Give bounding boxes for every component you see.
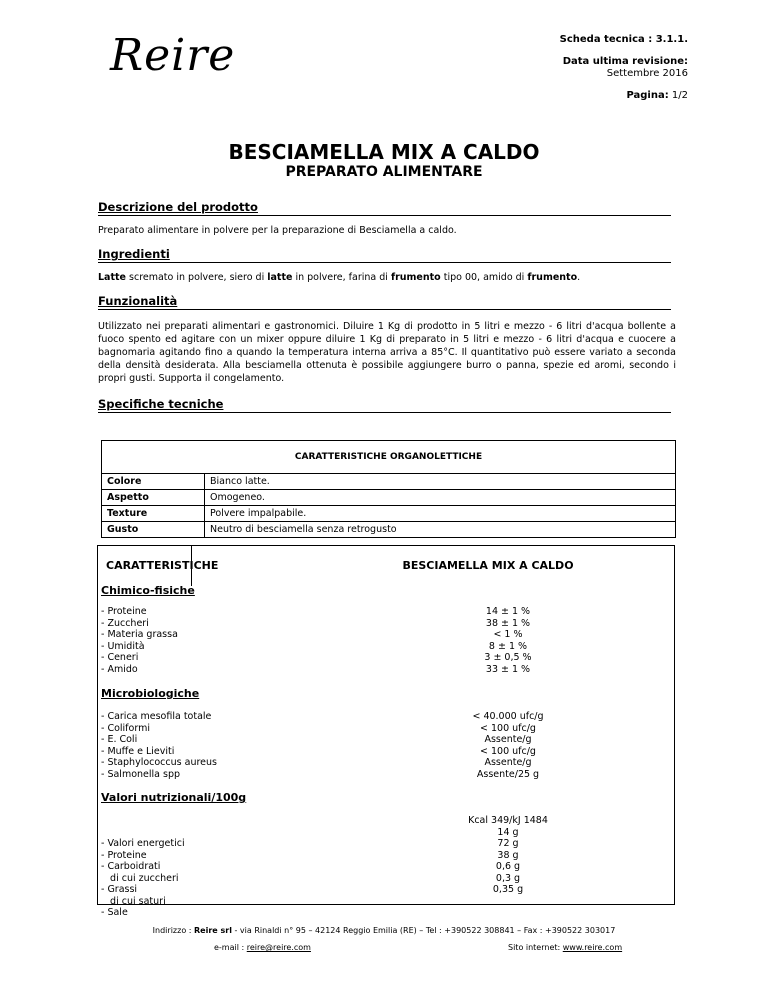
table-row: Texture Polvere impalpabile. bbox=[102, 506, 676, 522]
footer-address: Indirizzo : Reire srl - via Rinaldi n° 95 – 42124 Reggio Emilia (RE) – Tel : +390522 308841 – Fax : +390522 303017 bbox=[152, 926, 616, 935]
table-row: Aspetto Omogeneo. bbox=[102, 490, 676, 506]
descrizione-text: Preparato alimentare in polvere per la preparazione di Besciamella a caldo. bbox=[98, 225, 457, 236]
nutri-items: - Valori energetici - Proteine - Carboidrati di cui zuccheri - Grassi di cui saturi - Sale bbox=[101, 838, 185, 918]
chimico-values: 14 ± 1 % 38 ± 1 % < 1 % 8 ± 1 % 3 ± 0,5 % 33 ± 1 % bbox=[484, 606, 532, 675]
section-ingredienti: Ingredienti bbox=[98, 247, 671, 263]
document-title: BESCIAMELLA MIX A CALDO bbox=[228, 140, 540, 164]
email-link[interactable]: reire@reire.com bbox=[246, 943, 311, 952]
group-chimico-fisiche: Chimico-fisiche bbox=[101, 584, 195, 597]
revision-label: Data ultima revisione: bbox=[562, 56, 688, 67]
organolettiche-heading: CARATTERISTICHE ORGANOLETTICHE bbox=[102, 441, 676, 474]
micro-items: - Carica mesofila totale - Coliformi - E. Coli - Muffe e Lieviti - Staphylococcus aureus - Salmonella spp bbox=[101, 711, 217, 780]
section-funzionalita: Funzionalità bbox=[98, 294, 671, 310]
organolettiche-table bbox=[101, 440, 676, 538]
scheda-tecnica: Scheda tecnica : 3.1.1. bbox=[559, 34, 688, 45]
col-caratteristiche: CARATTERISTICHE bbox=[106, 559, 219, 572]
nutri-values: Kcal 349/kJ 1484 14 g 72 g 38 g 0,6 g 0,3 g 0,35 g bbox=[468, 815, 548, 895]
section-specifiche: Specifiche tecniche bbox=[98, 397, 671, 413]
section-descrizione: Descrizione del prodotto bbox=[98, 200, 671, 216]
table-row: Gusto Neutro di besciamella senza retrogusto bbox=[102, 522, 676, 538]
ingredienti-text: Latte scremato in polvere, siero di latte in polvere, farina di frumento tipo 00, amido di frumento. bbox=[98, 272, 581, 283]
page-number: Pagina: 1/2 bbox=[626, 90, 688, 101]
revision-value: Settembre 2016 bbox=[606, 68, 688, 79]
caratteristiche-table bbox=[97, 545, 675, 918]
group-nutrizionali: Valori nutrizionali/100g bbox=[101, 791, 247, 804]
table-row: Colore Bianco latte. bbox=[102, 474, 676, 490]
footer-email: e-mail : reire@reire.com bbox=[214, 943, 311, 952]
group-microbiologiche: Microbiologiche bbox=[101, 687, 200, 700]
micro-values: < 40.000 ufc/g < 100 ufc/g Assente/g < 100 ufc/g Assente/g Assente/25 g bbox=[472, 711, 544, 780]
funzionalita-text: Utilizzato nei preparati alimentari e gastronomici. Diluire 1 Kg di prodotto in 5 litri e mezzo - 6 litri d'acqua bollente a fuoco spento ed agitare con un mixer oppure diluire 1 Kg di preparato in 5 litri e mezzo - 6 litri d'acqua e cuocere a bagnomaria agitando fino a quando la temperatura interna arriva a 85°C. Il quantitativo può essere variato a seconda della densità desiderata. Alla besciamella ottenuta è possibile aggiungere burro o panna, spezie ed aromi, secondo i propri gusti. Supporta il congelamento. bbox=[98, 321, 676, 384]
document-subtitle: PREPARATO ALIMENTARE bbox=[285, 164, 483, 180]
company-logo: Reire bbox=[110, 30, 236, 81]
footer-site: Sito internet: www.reire.com bbox=[508, 943, 623, 952]
site-link[interactable]: www.reire.com bbox=[562, 943, 623, 952]
col-product: BESCIAMELLA MIX A CALDO bbox=[402, 559, 574, 572]
chimico-items: - Proteine - Zuccheri - Materia grassa - Umidità - Ceneri - Amido bbox=[101, 606, 178, 675]
